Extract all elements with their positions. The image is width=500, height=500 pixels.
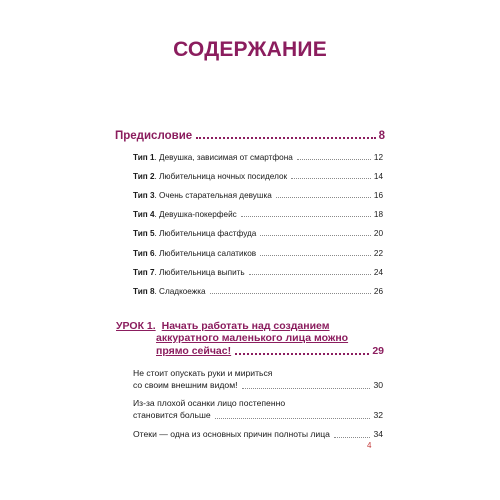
toc-page-number: 30 bbox=[373, 380, 383, 390]
toc-entry-type-3[interactable] bbox=[133, 191, 383, 200]
leader-dots bbox=[260, 234, 371, 236]
leader-dots bbox=[241, 215, 371, 217]
toc-entry-type-7[interactable] bbox=[133, 268, 383, 277]
toc-entry-type-1[interactable] bbox=[133, 153, 383, 162]
sub-title-line-2: со своим внешним видом! bbox=[133, 380, 238, 390]
toc-entry-type-4[interactable] bbox=[133, 210, 383, 219]
lesson-key: УРОК 1. bbox=[116, 320, 156, 332]
leader-dots bbox=[196, 136, 375, 139]
toc-page-number: 32 bbox=[373, 410, 383, 420]
leader-dots bbox=[235, 352, 369, 355]
type-key: Тип 8 bbox=[133, 287, 155, 296]
leader-dots bbox=[215, 417, 371, 419]
toc-entry-label: Предисловие bbox=[115, 130, 193, 142]
toc-page-number: 22 bbox=[373, 249, 383, 258]
lesson-title-line-3: прямо сейчас! bbox=[156, 345, 232, 357]
toc-page-number: 16 bbox=[373, 191, 383, 200]
type-title: . Любительница фастфуда bbox=[154, 229, 257, 238]
sub-title-line-1: Отеки — одна из основных причин полноты лица bbox=[133, 429, 330, 439]
toc-entry-type-5[interactable] bbox=[133, 229, 383, 238]
sub-title-line-1: Из-за плохой осанки лицо постепенно bbox=[133, 398, 286, 408]
type-key: Тип 3 bbox=[133, 191, 155, 200]
toc-entry-sub-2[interactable] bbox=[133, 397, 383, 421]
toc-entry-type-6[interactable] bbox=[133, 249, 383, 258]
toc-entry-sub-1[interactable] bbox=[133, 367, 383, 391]
toc-entry-type-2[interactable] bbox=[133, 172, 383, 181]
type-title: . Девушка-покерфейс bbox=[154, 210, 237, 219]
type-title: . Любительница выпить bbox=[154, 268, 245, 277]
type-key: Тип 4 bbox=[133, 210, 155, 219]
toc-page-number: 26 bbox=[373, 287, 383, 296]
type-key: Тип 2 bbox=[133, 172, 155, 181]
lesson-title-line-2: аккуратного маленького лица можно bbox=[156, 332, 349, 344]
type-title: . Девушка, зависимая от смартфона bbox=[154, 153, 293, 162]
toc-entry-type-8[interactable] bbox=[133, 287, 383, 296]
toc-entry-lesson-1[interactable] bbox=[116, 320, 384, 358]
toc-page-number: 12 bbox=[373, 153, 383, 162]
type-key: Тип 6 bbox=[133, 249, 155, 258]
page-title: СОДЕРЖАНИЕ bbox=[173, 38, 327, 61]
toc-page-number: 20 bbox=[373, 229, 383, 238]
type-title: . Любительница ночных посиделок bbox=[154, 172, 288, 181]
toc-page-number: 34 bbox=[373, 429, 383, 439]
toc-page-number: 14 bbox=[373, 172, 383, 181]
type-key: Тип 5 bbox=[133, 229, 155, 238]
toc-page-number: 18 bbox=[373, 210, 383, 219]
type-title: . Сладкоежка bbox=[154, 287, 206, 296]
toc-entry-preface[interactable] bbox=[115, 130, 385, 142]
toc-page-number: 24 bbox=[373, 268, 383, 277]
leader-dots bbox=[249, 273, 371, 275]
toc-page-number: 8 bbox=[378, 130, 385, 142]
leader-dots bbox=[291, 177, 371, 179]
leader-dots bbox=[260, 254, 371, 256]
page-number: 4 bbox=[367, 441, 372, 450]
type-key: Тип 1 bbox=[133, 153, 155, 162]
leader-dots bbox=[242, 387, 371, 389]
toc-page-number: 29 bbox=[372, 345, 384, 357]
sub-title-line-2: становится больше bbox=[133, 410, 211, 420]
leader-dots bbox=[276, 196, 371, 198]
lesson-title-line-1: Начать работать над созданием bbox=[161, 320, 330, 332]
type-title: . Очень старательная девушка bbox=[154, 191, 272, 200]
type-key: Тип 7 bbox=[133, 268, 155, 277]
leader-dots bbox=[210, 292, 371, 294]
leader-dots bbox=[334, 436, 371, 438]
leader-dots bbox=[297, 158, 371, 160]
toc-entry-sub-3[interactable] bbox=[133, 428, 383, 440]
sub-title-line-1: Не стоит опускать руки и мириться bbox=[133, 368, 273, 378]
type-title: . Любительница салатиков bbox=[154, 249, 257, 258]
